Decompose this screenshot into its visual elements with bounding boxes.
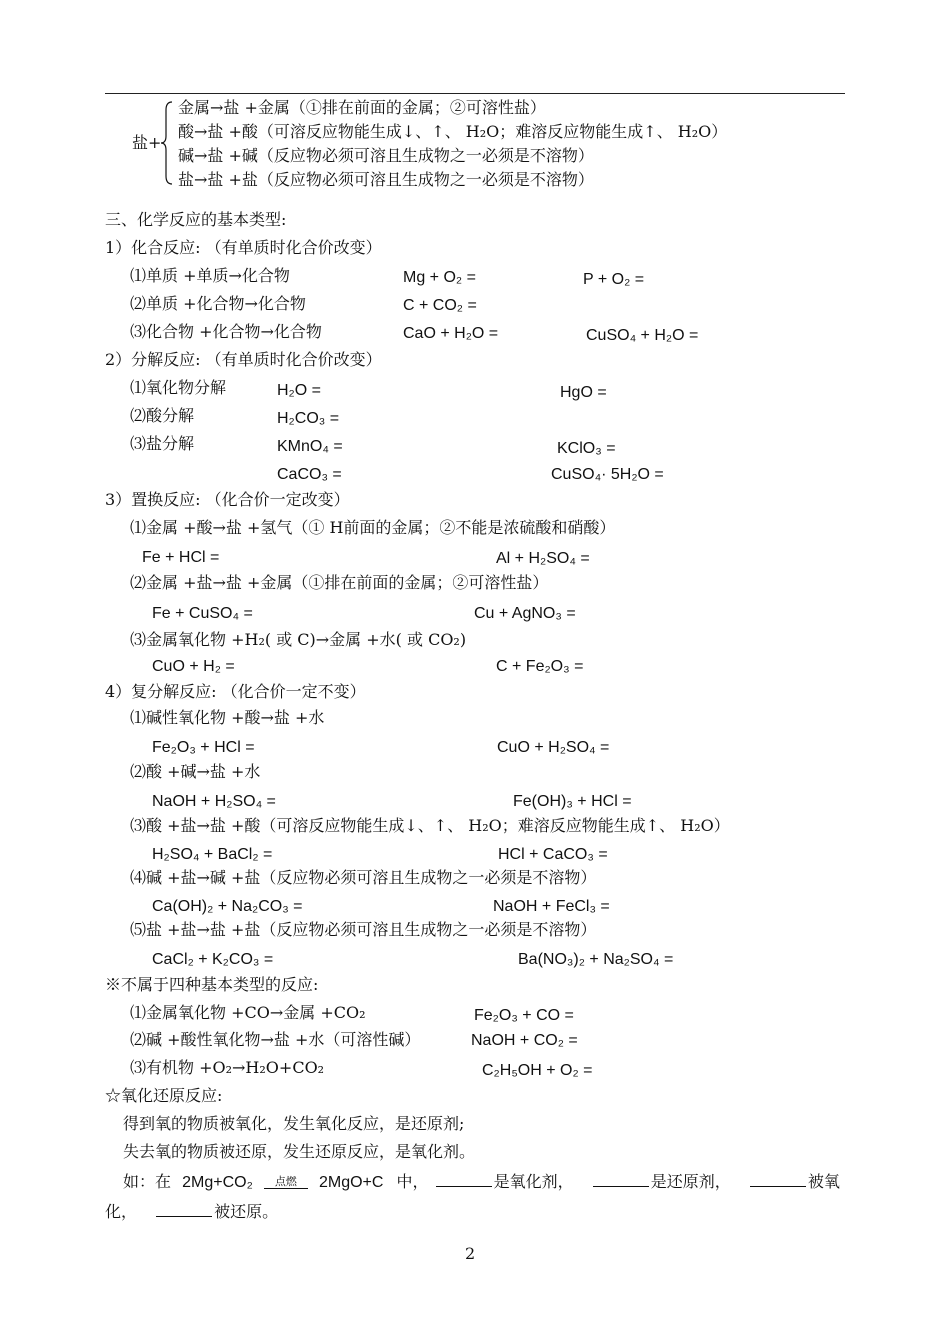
example-mid: 中， [396, 1172, 429, 1191]
equation: Fe(OH)₃ + HCl = [513, 793, 632, 810]
rule-line: ⑶化合物 +化合物→化合物 [130, 322, 322, 341]
answer-blank[interactable] [436, 1172, 492, 1187]
subsection-title: 1）化合反应: （有单质时化合价改变） [105, 238, 382, 257]
salt-line: 金属→盐 +金属（①排在前面的金属；②可溶性盐） [178, 98, 546, 117]
equation: H₂SO₄ + BaCl₂ = [152, 846, 273, 863]
salt-label: 盐+ [132, 133, 162, 152]
salt-line: 碱→盐 +碱（反应物必须可溶且生成物之一必须是不溶物） [178, 146, 594, 165]
brace-icon [160, 100, 174, 186]
equation: Fe₂O₃ + HCl = [152, 739, 255, 756]
equation: NaOH + H₂SO₄ = [152, 793, 276, 810]
reaction-right: 2MgO+C [318, 1174, 384, 1191]
equation: CuO + H₂SO₄ = [497, 739, 610, 756]
equation: CuO + H₂ = [152, 658, 235, 675]
section-title: 三、化学反应的基本类型: [105, 210, 287, 229]
example-prefix: 如：在 [123, 1172, 172, 1191]
subsection-title: 3）置换反应: （化合价一定改变） [105, 490, 350, 509]
answer-blank[interactable] [156, 1202, 212, 1217]
rule-line: ⑵碱 +酸性氧化物→盐 +水（可溶性碱） [130, 1030, 421, 1049]
rule-line: ⑸盐 +盐→盐 +盐（反应物必须可溶且生成物之一必须是不溶物） [130, 920, 597, 939]
equation: CaCO₃ = [277, 466, 342, 483]
blank-caption: 化， [105, 1202, 138, 1221]
equation: HCl + CaCO₃ = [498, 846, 608, 863]
salt-line: 盐→盐 +盐（反应物必须可溶且生成物之一必须是不溶物） [178, 170, 594, 189]
rule-line: ⑴碱性氧化物 +酸→盐 +水 [130, 708, 325, 727]
rule-line: ⑵金属 +盐→盐 +金属（①排在前面的金属；②可溶性盐） [130, 573, 549, 592]
rule-line: ⑶酸 +盐→盐 +酸（可溶反应物能生成↓、↑、 H₂O；难溶反应物能生成↑、 H₂O） [130, 816, 730, 835]
equation: Fe + HCl = [142, 549, 220, 566]
blank-caption: 是还原剂， [650, 1172, 731, 1191]
rule-line: ⑶盐分解 [130, 434, 195, 453]
equation: KMnO₄ = [277, 438, 343, 455]
blank-caption: 是氧化剂， [493, 1172, 574, 1191]
equation: Cu + AgNO₃ = [474, 605, 576, 622]
equation: C + Fe₂O₃ = [496, 658, 584, 675]
rule-line: ⑴单质 +单质→化合物 [130, 266, 290, 285]
rule-line: ⑶金属氧化物 +H₂( 或 C)→金属 +水( 或 CO₂) [130, 630, 467, 649]
blank-caption: 被还原。 [214, 1202, 279, 1221]
equation: Al + H₂SO₄ = [496, 550, 590, 567]
subsection-title: ☆氧化还原反应: [105, 1086, 223, 1105]
equation: NaOH + CO₂ = [471, 1032, 578, 1049]
rule-line: ⑵酸分解 [130, 406, 195, 425]
equation: CuSO₄· 5H₂O = [551, 466, 664, 483]
equation: H₂CO₃ = [277, 410, 340, 427]
equation: CuSO₄ + H₂O = [586, 327, 699, 344]
reaction-condition: 点燃 [274, 1175, 297, 1188]
equation: NaOH + FeCl₃ = [493, 898, 610, 915]
body-line: 失去氧的物质被还原，发生还原反应，是氧化剂。 [123, 1142, 476, 1161]
subsection-title: 2）分解反应: （有单质时化合价改变） [105, 350, 382, 369]
subsection-title: 4）复分解反应: （化合价一定不变） [105, 682, 366, 701]
equation: Fe₂O₃ + CO = [474, 1007, 574, 1024]
equation: KClO₃ = [557, 440, 616, 457]
reaction-arrow [264, 1176, 308, 1189]
equation: Mg + O₂ = [403, 269, 476, 286]
equation: C₂H₅OH + O₂ = [482, 1062, 593, 1079]
top-rule [105, 93, 845, 94]
rule-line: ⑴氧化物分解 [130, 378, 227, 397]
equation: HgO = [560, 384, 607, 401]
rule-line: ⑵单质 +化合物→化合物 [130, 294, 306, 313]
rule-line: ⑵酸 +碱→盐 +水 [130, 762, 261, 781]
equation: P + O₂ = [583, 271, 645, 288]
answer-blank[interactable] [593, 1172, 649, 1187]
answer-blank[interactable] [750, 1172, 806, 1187]
body-line: 得到氧的物质被氧化，发生氧化反应，是还原剂; [123, 1114, 465, 1133]
salt-line: 酸→盐 +酸（可溶反应物能生成↓、↑、 H₂O；难溶反应物能生成↑、 H₂O） [178, 122, 728, 141]
blank-caption: 被氧 [807, 1172, 840, 1191]
rule-line: ⑴金属 +酸→盐 +氢气（① H前面的金属；②不能是浓硫酸和硝酸） [130, 518, 616, 537]
rule-line: ⑷碱 +盐→碱 +盐（反应物必须可溶且生成物之一必须是不溶物） [130, 868, 597, 887]
arrow-line [264, 1188, 308, 1189]
equation: CaCl₂ + K₂CO₃ = [152, 951, 274, 968]
reaction-left: 2Mg+CO₂ [182, 1174, 253, 1191]
rule-line: ⑴金属氧化物 +CO→金属 +CO₂ [130, 1003, 366, 1022]
example-line [123, 1172, 840, 1193]
equation: H₂O = [277, 382, 321, 399]
equation: Ca(OH)₂ + Na₂CO₃ = [152, 898, 303, 915]
equation: CaO + H₂O = [403, 325, 499, 342]
subsection-title: ※不属于四种基本类型的反应: [105, 975, 319, 994]
equation: C + CO₂ = [403, 297, 477, 314]
equation: Ba(NO₃)₂ + Na₂SO₄ = [518, 951, 674, 968]
example-line-2 [105, 1202, 278, 1222]
page-number: 2 [465, 1244, 476, 1263]
equation: Fe + CuSO₄ = [152, 605, 253, 622]
rule-line: ⑶有机物 +O₂→H₂O+CO₂ [130, 1058, 325, 1077]
